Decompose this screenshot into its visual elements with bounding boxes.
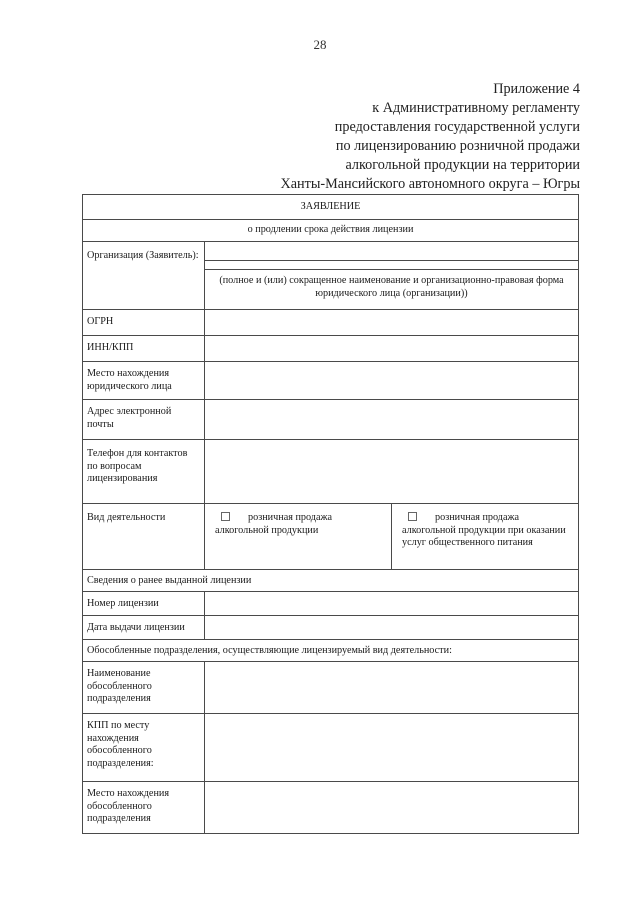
organization-label: Организация (Заявитель): [83, 242, 205, 310]
activity-option-catering-label: розничная продажа алкогольной продукции при оказании услуг общественного питания [402, 512, 566, 549]
license-date-label: Дата выдачи лицензии [83, 616, 205, 640]
license-number-field[interactable] [205, 592, 579, 616]
prev-license-header: Сведения о ранее выданной лицензии [83, 570, 579, 592]
subdivision-name-label: Наименование обособленного подразделения [83, 662, 205, 714]
annex-line: Приложение 4 [493, 81, 580, 97]
subdivisions-header: Обособленные подразделения, осуществляющие лицензируемый вид деятельности: [83, 640, 579, 662]
form-title: ЗАЯВЛЕНИЕ [83, 195, 579, 220]
inn-kpp-label: ИНН/КПП [83, 336, 205, 362]
inn-kpp-field[interactable] [205, 336, 579, 362]
annex-line: предоставления государственной услуги [334, 119, 580, 135]
email-field[interactable] [205, 400, 579, 440]
subdivision-kpp-field[interactable] [205, 714, 579, 782]
activity-option-retail-label: розничная продажа алкогольной продукции [215, 512, 333, 536]
phone-label: Телефон для контактов по вопросам лицензирования [83, 440, 205, 504]
license-number-label: Номер лицензии [83, 592, 205, 616]
license-date-field[interactable] [205, 616, 579, 640]
annex-heading [280, 80, 580, 194]
annex-line: к Административному регламенту [372, 100, 580, 116]
ogrn-label: ОГРН [83, 310, 205, 336]
activity-option-catering[interactable] [392, 504, 579, 570]
subdivision-address-label: Место нахождения обособленного подразделения [83, 782, 205, 834]
page-number: 28 [313, 37, 327, 52]
organization-name-field[interactable] [205, 242, 579, 261]
form-subtitle: о продлении срока действия лицензии [83, 220, 579, 242]
organization-name-field-2[interactable] [205, 261, 579, 270]
ogrn-field[interactable] [205, 310, 579, 336]
annex-line: Ханты-Мансийского автономного округа – Югры [280, 176, 580, 192]
phone-field[interactable] [205, 440, 579, 504]
checkbox-icon[interactable] [408, 512, 417, 521]
annex-line: алкогольной продукции на территории [345, 157, 580, 173]
organization-note: (полное и (или) сокращенное наименование и организационно-правовая форма юридического лица (организации)) [205, 270, 579, 310]
subdivision-name-field[interactable] [205, 662, 579, 714]
application-form [82, 194, 579, 834]
subdivision-address-field[interactable] [205, 782, 579, 834]
activity-option-retail[interactable] [205, 504, 392, 570]
subdivision-kpp-label: КПП по месту нахождения обособленного подразделения: [83, 714, 205, 782]
checkbox-icon[interactable] [221, 512, 230, 521]
activity-label: Вид деятельности [83, 504, 205, 570]
annex-line: по лицензированию розничной продажи [335, 138, 580, 154]
email-label: Адрес электронной почты [83, 400, 205, 440]
legal-address-field[interactable] [205, 362, 579, 400]
legal-address-label: Место нахождения юридического лица [83, 362, 205, 400]
